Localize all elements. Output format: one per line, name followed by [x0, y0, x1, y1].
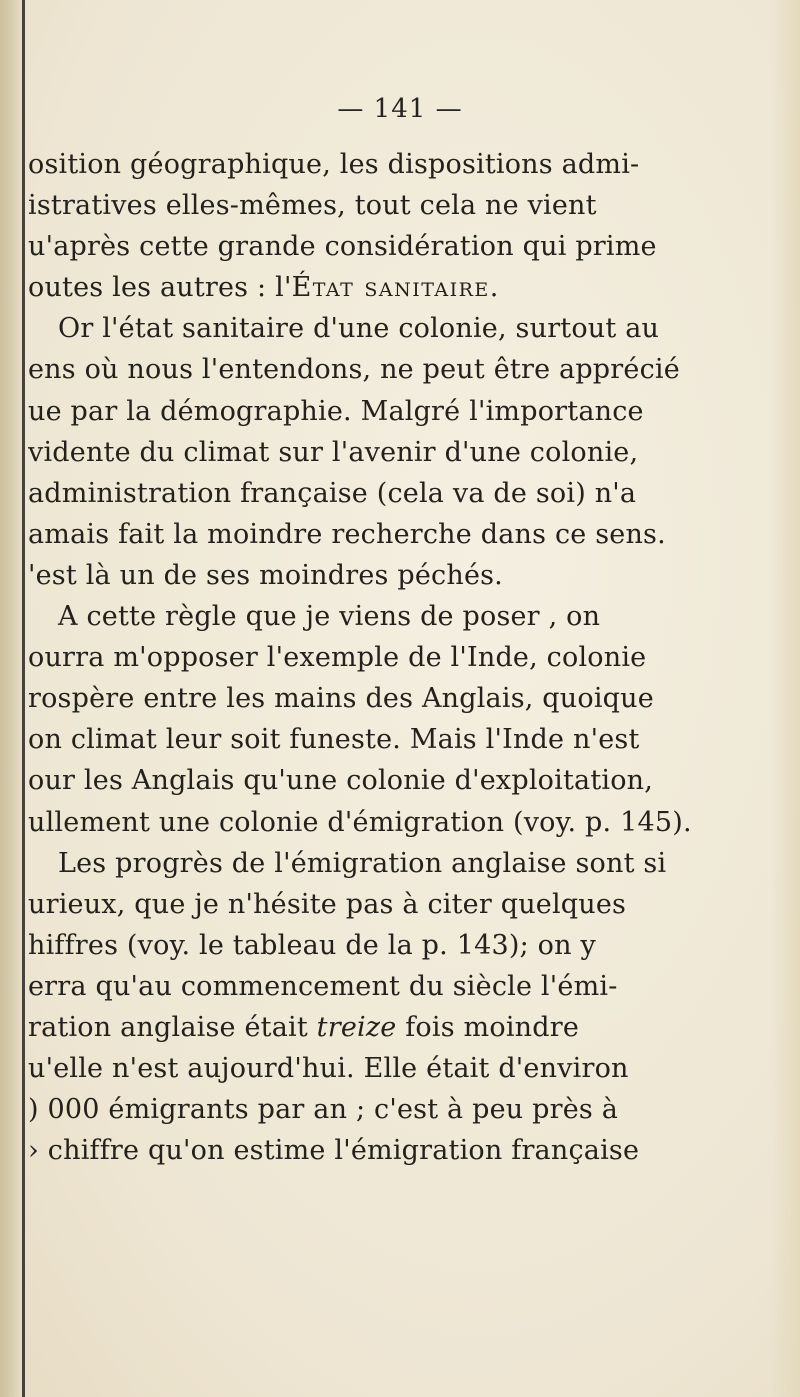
text-line-content: Or l'état sanitaire d'une colonie, surtout au — [58, 313, 660, 345]
text-line-content: u'après cette grande considération qui prime — [28, 231, 657, 263]
text-line-content: urieux, que je n'hésite pas à citer quelques — [28, 888, 627, 920]
text-line — [28, 514, 768, 555]
text-line-content: outes les autres : l' — [28, 272, 292, 304]
text-line-content: ration anglaise était — [28, 1011, 317, 1043]
small-caps-phrase: État sanitaire. — [291, 272, 500, 304]
page-gutter — [0, 0, 24, 1397]
text-line-content: our les Anglais qu'une colonie d'exploitation, — [28, 765, 654, 797]
text-line-content: 'est là un de ses moindres péchés. — [28, 559, 503, 591]
text-line — [28, 678, 768, 719]
text-line-content: rospère entre les mains des Anglais, quoique — [28, 683, 654, 715]
text-line-content: osition géographique, les dispositions admi- — [28, 149, 640, 180]
text-line-content: A cette règle que je viens de poser , on — [58, 601, 601, 633]
text-line-content: ullement une colonie d'émigration (voy. p. 145). — [28, 806, 692, 838]
text-line-content: istratives elles-mêmes, tout cela ne vient — [28, 190, 597, 222]
text-line — [28, 1048, 768, 1089]
text-line-content: on climat leur soit funeste. Mais l'Inde n'est — [28, 724, 640, 756]
text-line-content: Les progrès de l'émigration anglaise sont si — [58, 847, 667, 879]
page-edge-shading — [770, 0, 800, 1397]
text-line — [28, 185, 768, 226]
text-line — [28, 308, 768, 349]
text-line — [28, 226, 768, 267]
text-line — [28, 144, 768, 185]
text-line — [28, 719, 768, 760]
text-line — [28, 637, 768, 678]
page-number-header: — 141 — — [337, 94, 463, 124]
text-line — [28, 925, 768, 966]
text-line-tail: fois moindre — [396, 1011, 580, 1043]
text-line — [28, 267, 768, 308]
text-line — [28, 555, 768, 596]
text-line — [28, 432, 768, 473]
text-line — [28, 1007, 768, 1048]
text-line — [28, 884, 768, 925]
binding-edge — [22, 0, 25, 1397]
text-line-content: amais fait la moindre recherche dans ce sens. — [28, 518, 666, 550]
text-line-content: › chiffre qu'on estime l'émigration française — [28, 1135, 640, 1167]
italic-word: treize — [316, 1011, 397, 1043]
text-line — [28, 391, 768, 432]
text-line — [28, 1089, 768, 1130]
text-line-content: ue par la démographie. Malgré l'importance — [28, 395, 644, 427]
body-text — [28, 144, 768, 1171]
text-line-content: erra qu'au commencement du siècle l'émi- — [28, 970, 618, 1002]
text-line-content: hiffres (voy. le tableau de la p. 143); on y — [28, 929, 596, 961]
text-line — [28, 966, 768, 1007]
text-line — [28, 843, 768, 884]
text-line-content: u'elle n'est aujourd'hui. Elle était d'environ — [28, 1053, 629, 1085]
text-line-content: ourra m'opposer l'exemple de l'Inde, colonie — [28, 642, 647, 674]
text-line — [28, 760, 768, 801]
text-line — [28, 802, 768, 843]
text-line — [28, 596, 768, 637]
text-line — [28, 349, 768, 390]
text-line-content: administration française (cela va de soi) n'a — [28, 477, 637, 509]
text-line-content: vidente du climat sur l'avenir d'une colonie, — [28, 436, 639, 468]
text-line — [28, 473, 768, 514]
text-line-content: ) 000 émigrants par an ; c'est à peu près à — [28, 1094, 619, 1126]
text-line-content: ens où nous l'entendons, ne peut être apprécié — [28, 354, 680, 386]
text-line — [28, 1130, 768, 1171]
